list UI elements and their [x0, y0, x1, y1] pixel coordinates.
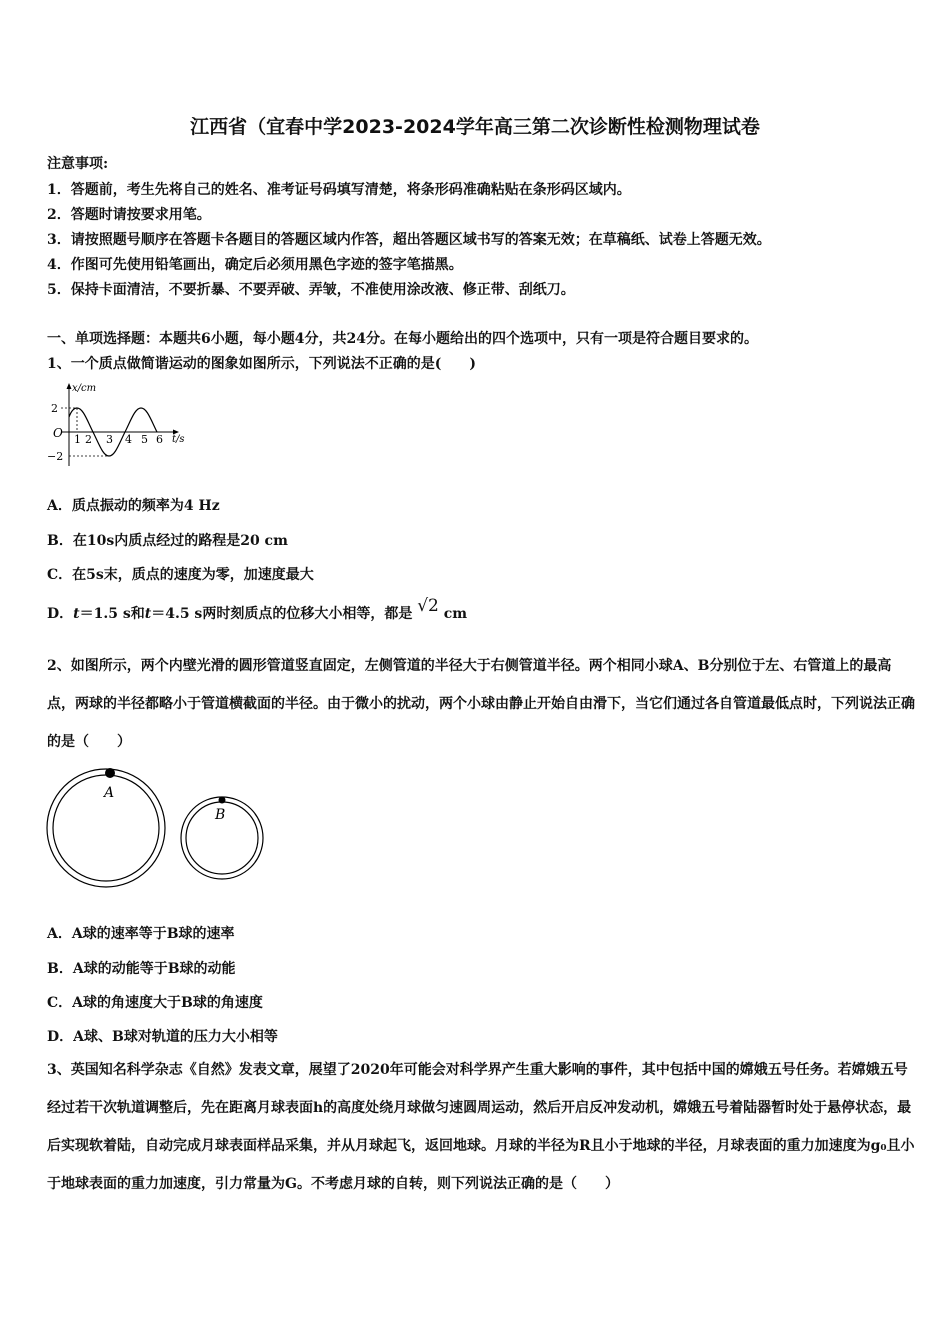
- ball-a-label: A: [104, 785, 115, 801]
- section-heading: 一、单项选择题：本题共6小题，每小题4分，共24分。在每小题给出的四个选项中，只有一项是符合题目要求的。: [47, 331, 758, 347]
- notice-item: 2．答题时请按要求用笔。: [47, 207, 211, 223]
- shm-graph: [45, 380, 195, 468]
- question-1-stem: 1、一个质点做简谐运动的图象如图所示，下列说法不正确的是( ): [47, 356, 476, 372]
- graph-y-label: x/cm: [72, 383, 97, 394]
- notice-item: 1．答题前，考生先将自己的姓名、准考证号码填写清楚，将条形码准确粘贴在条形码区域内。: [47, 182, 631, 198]
- question-2-stem: 2、如图所示，两个内壁光滑的圆形管道竖直固定，左侧管道的半径大于右侧管道半径。两个相同小球A、B分别位于左、右管道上的最高点，两球的半径都略小于管道横截面的半径。由于微小的扰动，两个小球由静止开始自由滑下，当它们通过各自管道最低点时，下列说法正确的是（ ）: [47, 658, 915, 750]
- sqrt-2: √2: [417, 596, 439, 616]
- graph-x-tick: 4: [125, 433, 132, 446]
- exam-title: 江西省（宜春中学2023-2024学年高三第二次诊断性检测物理试卷: [190, 116, 760, 138]
- graph-y-tick: 2: [51, 402, 58, 415]
- notice-item: 4．作图可先使用铅笔画出，确定后必须用黑色字迹的签字笔描黑。: [47, 257, 463, 273]
- graph-x-tick: 2: [85, 433, 92, 446]
- graph-x-tick: 3: [106, 433, 113, 446]
- q2-option-c: C．A球的角速度大于B球的角速度: [47, 995, 263, 1011]
- q1-option-a: A．质点振动的频率为4 Hz: [47, 498, 220, 514]
- q2-option-b: B．A球的动能等于B球的动能: [47, 961, 236, 977]
- q2-option-a: A．A球的速率等于B球的速率: [47, 926, 235, 942]
- notice-item: 3．请按照题号顺序在答题卡各题目的答题区域内作答，超出答题区域书写的答案无效；在草稿纸、试卷上答题无效。: [47, 232, 771, 248]
- graph-x-label: t/s: [172, 434, 185, 445]
- circular-tubes-figure: [40, 763, 275, 898]
- q1-option-c: C．在5s末，质点的速度为零，加速度最大: [47, 567, 314, 583]
- q1-option-b: B．在10s内质点经过的路程是20 cm: [47, 533, 288, 549]
- notice-item: 5．保持卡面清洁，不要折暴、不要弄破、弄皱，不准使用涂改液、修正带、刮纸刀。: [47, 282, 575, 298]
- q2-option-d: D．A球、B球对轨道的压力大小相等: [47, 1029, 278, 1045]
- graph-x-tick: 5: [141, 433, 148, 446]
- graph-y-tick: −2: [47, 450, 64, 463]
- notice-heading: 注意事项:: [47, 156, 109, 172]
- q1-option-d: D．t＝1.5 s和t＝4.5 s两时刻质点的位移大小相等，都是 √2 cm: [47, 596, 468, 622]
- ball-b-label: B: [215, 807, 226, 823]
- graph-origin: O: [53, 426, 63, 440]
- graph-x-tick: 1: [74, 433, 81, 446]
- graph-x-tick: 6: [156, 433, 163, 446]
- question-3-stem: 3、英国知名科学杂志《自然》发表文章，展望了2020年可能会对科学界产生重大影响的事件，其中包括中国的嫦娥五号任务。若嫦娥五号经过若干次轨道调整后，先在距离月球表面h的高度处绕月球做匀速圆周运动，然后开启反冲发动机，嫦娥五号着陆器暂时处于悬停状态，最后实现软着陆，自动完成月球表面样品采集，并从月球起飞，返回地球。月球的半径为R且小于地球的半径，月球表面的重力加速度为g₀且小于地球表面的重力加速度，引力常量为G。不考虑月球的自转，则下列说法正确的是（ ）: [47, 1062, 915, 1192]
